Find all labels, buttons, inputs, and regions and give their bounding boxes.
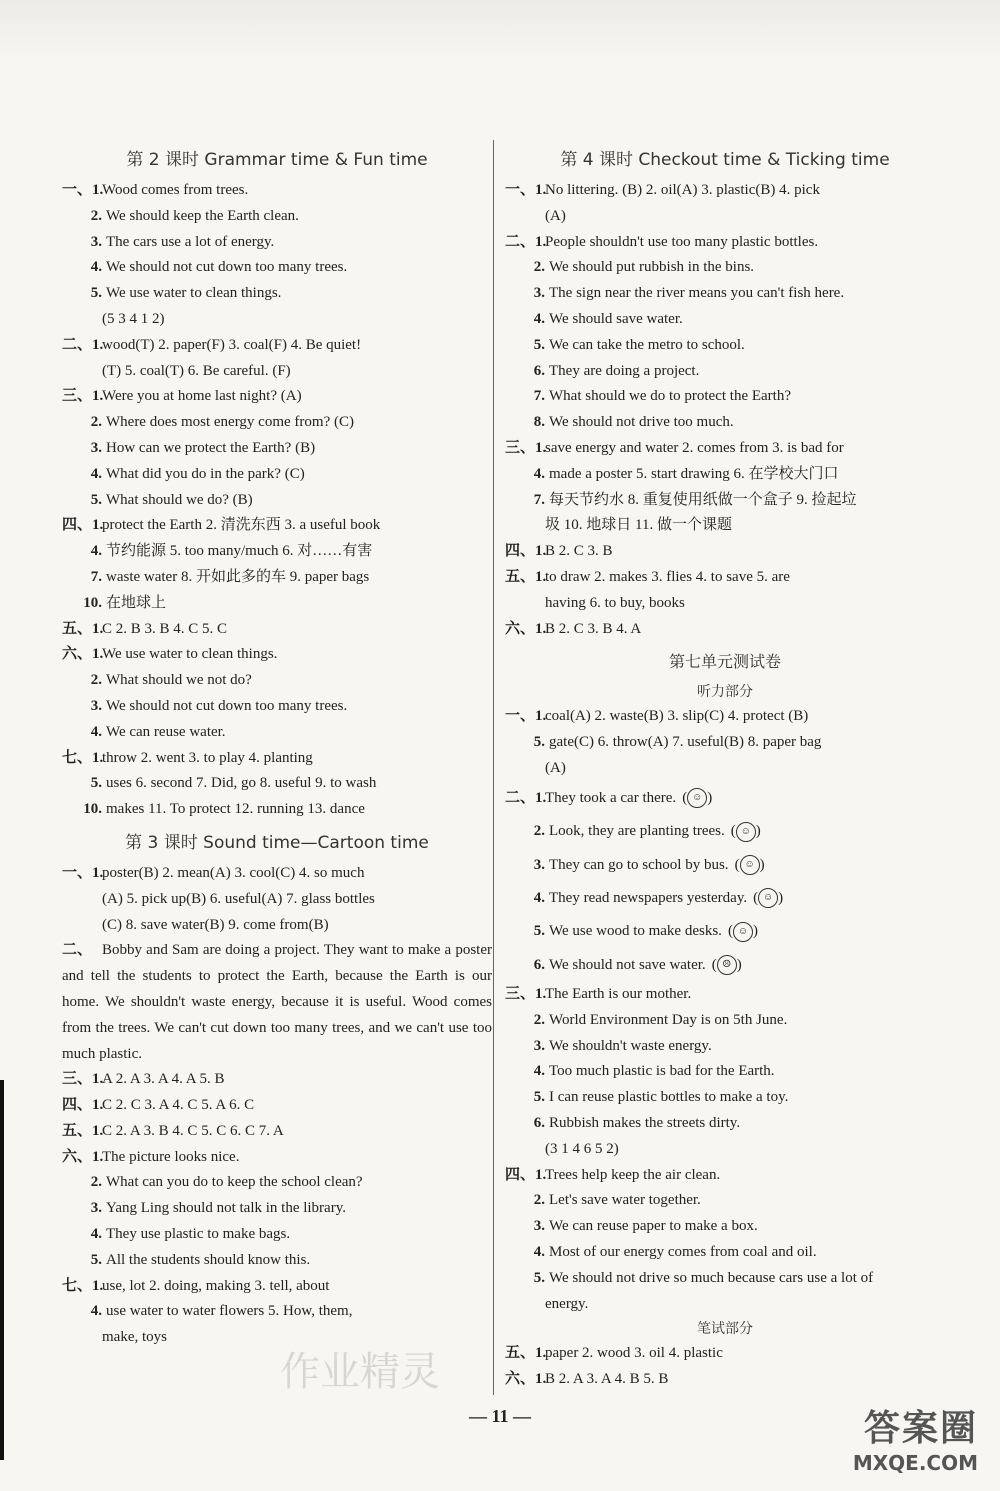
item-number: 二、1. [505, 233, 547, 250]
item-number: 六、1. [505, 1371, 547, 1388]
answer-line [505, 815, 945, 848]
answer-line [62, 591, 492, 617]
item-number: 5. [90, 775, 102, 792]
item-number: 三、1. [62, 1071, 104, 1088]
item-number: 3. [533, 285, 545, 302]
item-number: 5. [90, 1251, 102, 1268]
answer-line [505, 617, 945, 643]
item-number [505, 1292, 545, 1318]
answer-line [505, 1266, 945, 1292]
item-number: 2. [90, 207, 102, 224]
smile-face-icon: ☺ [740, 855, 760, 875]
answer-line [62, 1067, 492, 1093]
face-wrapper: ( ☺ ) [728, 915, 758, 948]
answer-line [62, 359, 492, 385]
answer-text: B 2. A 3. A 4. B 5. B [545, 1371, 669, 1388]
answer-text: to draw 2. makes 3. flies 4. to save 5. are [545, 568, 790, 585]
answer-text: A 2. A 3. A 4. A 5. B [102, 1071, 225, 1088]
answer-text: We use water to clean things. [102, 646, 278, 663]
answer-text: No littering. (B) 2. oil(A) 3. plastic(B) 4. pick [545, 182, 820, 198]
item-number: 5. [533, 1089, 545, 1106]
answer-text: We should not cut down too many trees. [106, 697, 348, 714]
answer-line [505, 255, 945, 281]
answer-text: They can go to school by bus. [549, 856, 729, 873]
answer-text: Were you at home last night? (A) [102, 388, 302, 405]
item-number [62, 887, 102, 913]
lesson3-answers-a [62, 861, 492, 938]
answer-text: C 2. B 3. B 4. C 5. C [102, 620, 228, 637]
answer-text: (A) [545, 759, 566, 776]
answer-line [505, 539, 945, 565]
answer-text: The picture looks nice. [102, 1148, 240, 1165]
answer-line [505, 915, 945, 948]
item-number: 3. [533, 1218, 545, 1235]
answer-line [505, 1292, 945, 1318]
answer-line [62, 178, 492, 204]
answer-line [505, 230, 945, 256]
answer-text: We should not cut down too many trees. [106, 259, 348, 276]
answer-line [505, 204, 945, 230]
answer-text: Rubbish makes the streets dirty. [549, 1115, 741, 1132]
answer-text: energy. [545, 1295, 589, 1312]
item-number: 3. [90, 233, 102, 250]
item-number: 5. [90, 491, 102, 508]
answer-text: wood(T) 2. paper(F) 3. coal(F) 4. Be quiet! [102, 336, 362, 353]
smile-face-icon: ☺ [736, 822, 756, 842]
unit-test-answers-b [505, 982, 945, 1317]
face-wrapper: ( ☺ ) [753, 882, 783, 915]
answer-line [62, 746, 492, 772]
corner-logo [853, 1400, 978, 1475]
answer-text: They read newspapers yesterday. [549, 889, 748, 906]
item-number: 四、1. [505, 1166, 547, 1183]
answer-line [505, 882, 945, 915]
item-number: 4. [533, 465, 545, 482]
answer-text: What can you do to keep the school clean? [106, 1174, 363, 1191]
answer-line [62, 565, 492, 591]
section-heading-lesson4: 第 4 课时 Checkout time & Ticking time [560, 150, 890, 170]
answer-text: What should we not do? [106, 672, 252, 689]
unit-test-answers-a [505, 704, 945, 781]
answer-line [505, 281, 945, 307]
item-number: 4. [90, 543, 102, 560]
item-number: 一、1. [505, 182, 547, 198]
answer-text: (5 3 4 1 2) [102, 310, 165, 327]
answer-line [62, 668, 492, 694]
answer-text: C 2. A 3. B 4. C 5. C 6. C 7. A [102, 1122, 284, 1139]
answer-text: People shouldn't use too many plastic bottles. [545, 233, 819, 250]
item-number: 一、1. [505, 708, 547, 725]
answer-line [505, 756, 945, 782]
answer-line [505, 1137, 945, 1163]
section-heading-lesson2: 第 2 课时 Grammar time & Fun time [126, 150, 428, 170]
answer-text: Too much plastic is bad for the Earth. [549, 1063, 775, 1080]
answer-text: having 6. to buy, books [545, 594, 685, 611]
item-number: 五、1. [62, 620, 104, 637]
answer-text: Most of our energy comes from coal and oil. [549, 1244, 817, 1261]
page-number: — 11 — [468, 1406, 531, 1426]
item-number: 4. [90, 723, 102, 740]
item-number [62, 913, 102, 939]
answer-text: paper 2. wood 3. oil 4. plastic [545, 1345, 723, 1362]
answer-line [505, 565, 945, 591]
item-number: 五、1. [505, 1345, 547, 1362]
answer-text: use, lot 2. doing, making 3. tell, about [102, 1277, 330, 1294]
answer-text: (A) 5. pick up(B) 6. useful(A) 7. glass bottles [102, 890, 375, 907]
item-number [505, 1137, 545, 1163]
item-number [62, 307, 102, 333]
item-number: 四、1. [62, 1097, 104, 1114]
column-divider [493, 140, 494, 1395]
item-number: 6. [533, 362, 545, 379]
answer-text: World Environment Day is on 5th June. [549, 1011, 788, 1028]
item-number: 二、1. [62, 336, 104, 353]
answer-text: Look, they are planting trees. [549, 823, 725, 840]
item-number: 4. [533, 310, 545, 327]
answer-text: What did you do in the park? (C) [106, 465, 305, 482]
answer-text: use water to water flowers 5. How, them, [106, 1303, 353, 1320]
answer-text: 每天节约水 8. 重复使用纸做一个盒子 9. 捡起垃 [549, 491, 857, 508]
item-number: 四、1. [62, 517, 104, 534]
item-number: 4. [90, 1303, 102, 1320]
item-number [505, 513, 545, 539]
answer-line [505, 1059, 945, 1085]
answer-text: coal(A) 2. waste(B) 3. slip(C) 4. protect (B) [545, 708, 809, 725]
item-number: 5. [533, 923, 545, 940]
answer-line [62, 384, 492, 410]
paragraph-label: 二、 [62, 942, 93, 959]
answer-line [62, 1299, 492, 1325]
answer-line [62, 281, 492, 307]
lesson4-answers [505, 178, 945, 642]
answer-line [62, 771, 492, 797]
answer-text: We use wood to make desks. [549, 923, 722, 940]
answer-text: I can reuse plastic bottles to make a toy. [549, 1089, 789, 1106]
answer-line [505, 436, 945, 462]
answer-line [505, 1163, 945, 1189]
item-number: 3. [533, 1037, 545, 1054]
item-number [62, 1325, 102, 1351]
answer-text: What should we do? (B) [106, 491, 253, 508]
item-number: 三、1. [505, 439, 547, 456]
answer-text: The cars use a lot of energy. [106, 233, 275, 250]
answer-line [505, 178, 945, 204]
answer-text: (A) [545, 207, 566, 224]
item-number: 6. [533, 1115, 545, 1132]
answer-text: How can we protect the Earth? (B) [106, 439, 316, 456]
answer-text: make, toys [102, 1329, 167, 1346]
answer-line [62, 255, 492, 281]
answer-text: uses 6. second 7. Did, go 8. useful 9. to wash [106, 775, 377, 792]
answer-line [62, 797, 492, 823]
item-number: 2. [533, 823, 545, 840]
item-number: 8. [533, 414, 545, 431]
answer-text: The sign near the river means you can't fish here. [549, 285, 845, 302]
item-number: 10. [83, 801, 102, 818]
answer-line [505, 730, 945, 756]
answer-line [62, 333, 492, 359]
answer-line [62, 1274, 492, 1300]
answer-text: We should not drive too much. [549, 414, 734, 431]
item-number: 5. [533, 336, 545, 353]
section-heading-unit-test: 第七单元测试卷 [668, 652, 781, 672]
item-number: 4. [90, 465, 102, 482]
answer-text: Let's save water together. [549, 1192, 701, 1209]
item-number: 七、1. [62, 1277, 104, 1294]
answer-line [505, 307, 945, 333]
smile-face-icon: ☺ [687, 788, 707, 808]
item-number: 二、1. [505, 789, 547, 806]
sad-face-icon: ☹ [717, 955, 737, 975]
answer-line [505, 1367, 945, 1393]
item-number: 5. [90, 285, 102, 302]
unit-test-answers-c [505, 1341, 945, 1393]
answer-line [505, 949, 945, 982]
answer-line [505, 982, 945, 1008]
answer-line [505, 1214, 945, 1240]
answer-line [505, 513, 945, 539]
answer-text: All the students should know this. [106, 1251, 311, 1268]
answer-line [505, 1008, 945, 1034]
answer-text: 节约能源 5. too many/much 6. 对……有害 [106, 543, 373, 560]
item-number [505, 591, 545, 617]
answer-line [505, 1341, 945, 1367]
answer-text: poster(B) 2. mean(A) 3. cool(C) 4. so much [102, 864, 365, 881]
answer-line [62, 1170, 492, 1196]
item-number: 2. [533, 259, 545, 276]
left-column [62, 140, 492, 1351]
answer-line [505, 704, 945, 730]
answer-text: They took a car there. [545, 789, 677, 806]
passage-paragraph: Bobby and Sam are doing a project. They want to make a poster and tell the students to protect the Earth, because the Earth is our home. We shouldn't waste energy, because it is useful. Wood comes from the trees. We can't cut down too many trees, and we can't use too much plastic. [62, 942, 492, 1062]
answer-line [62, 410, 492, 436]
answer-line [505, 462, 945, 488]
corner-logo-text: 答案圈 [863, 1408, 978, 1449]
item-number: 2. [90, 672, 102, 689]
item-number: 7. [533, 388, 545, 405]
watermark: 作业精灵 [280, 1349, 440, 1395]
smile-face-icon: ☺ [733, 922, 753, 942]
item-number [505, 204, 545, 230]
item-number: 5. [533, 1269, 545, 1286]
answer-line [62, 861, 492, 887]
item-number: 4. [533, 889, 545, 906]
item-number [62, 359, 102, 385]
scan-edge-bar [0, 1080, 4, 1460]
answer-text: waste water 8. 开如此多的车 9. paper bags [106, 568, 370, 585]
answer-line [505, 1034, 945, 1060]
answer-text: We should not drive so much because cars use a lot of [549, 1269, 874, 1286]
answer-line [62, 1222, 492, 1248]
item-number: 2. [533, 1011, 545, 1028]
answer-line [62, 1119, 492, 1145]
answer-text: Trees help keep the air clean. [545, 1166, 721, 1183]
answer-text: makes 11. To protect 12. running 13. dance [106, 801, 365, 818]
answer-line [62, 230, 492, 256]
answer-text: C 2. C 3. A 4. C 5. A 6. C [102, 1097, 255, 1114]
answer-text: We can take the metro to school. [549, 336, 745, 353]
answer-text: 圾 10. 地球日 11. 做一个课题 [545, 517, 732, 534]
answer-line [62, 1093, 492, 1119]
item-number: 10. [83, 594, 102, 611]
answer-line [505, 1240, 945, 1266]
item-number: 2. [533, 1192, 545, 1209]
item-number: 2. [90, 1174, 102, 1191]
lesson2-answers [62, 178, 492, 823]
answer-line [505, 488, 945, 514]
item-number [505, 756, 545, 782]
written-part-label: 笔试部分 [697, 1321, 753, 1338]
smile-face-icon: ☺ [758, 888, 778, 908]
item-number: 三、1. [505, 986, 547, 1003]
answer-text: B 2. C 3. B [545, 543, 613, 560]
answer-text: (C) 8. save water(B) 9. come from(B) [102, 916, 329, 933]
item-number: 7. [533, 491, 545, 508]
face-wrapper: ( ☺ ) [735, 849, 765, 882]
answer-text: What should we do to protect the Earth? [549, 388, 792, 405]
answer-text: They are doing a project. [549, 362, 700, 379]
answer-line [505, 359, 945, 385]
answer-text: B 2. C 3. B 4. A [545, 620, 642, 637]
answer-line [505, 849, 945, 882]
answer-line [505, 782, 945, 815]
item-number: 3. [90, 439, 102, 456]
lesson3-answers-b [62, 1067, 492, 1351]
answer-text: protect the Earth 2. 清洗东西 3. a useful book [102, 517, 381, 534]
face-answers [505, 782, 945, 982]
answer-text: We should put rubbish in the bins. [549, 259, 755, 276]
item-number: 五、1. [62, 1122, 104, 1139]
answer-line [505, 591, 945, 617]
scan-top-band [0, 0, 1000, 60]
item-number: 六、1. [62, 646, 104, 663]
answer-line [62, 462, 492, 488]
answer-line [62, 1145, 492, 1171]
corner-url: MXQE.COM [852, 1451, 978, 1475]
answer-line [505, 1085, 945, 1111]
right-column [505, 140, 945, 1393]
answer-line [505, 1188, 945, 1214]
answer-text: The Earth is our mother. [545, 986, 692, 1003]
answer-text: We use water to clean things. [106, 285, 282, 302]
answer-line [62, 913, 492, 939]
item-number: 4. [533, 1244, 545, 1261]
item-number: 7. [90, 568, 102, 585]
item-number: 一、1. [62, 182, 104, 198]
answer-text: We should not save water. [549, 956, 706, 973]
answer-line [62, 720, 492, 746]
section-heading-lesson3: 第 3 课时 Sound time—Cartoon time [125, 832, 429, 853]
item-number: 三、1. [62, 388, 104, 405]
answer-line [62, 307, 492, 333]
answer-line [62, 204, 492, 230]
answer-text: We should save water. [549, 310, 683, 327]
answer-text: made a poster 5. start drawing 6. 在学校大门口 [549, 465, 839, 482]
answer-line [62, 513, 492, 539]
answer-text: They use plastic to make bags. [106, 1226, 291, 1243]
answer-text: We can reuse paper to make a box. [549, 1218, 758, 1235]
item-number: 4. [90, 1226, 102, 1243]
answer-text: We should keep the Earth clean. [106, 207, 299, 224]
face-wrapper: ( ☺ ) [682, 782, 712, 815]
answer-text: save energy and water 2. comes from 3. is bad for [545, 439, 844, 456]
item-number: 四、1. [505, 543, 547, 560]
item-number: 六、1. [62, 1148, 104, 1165]
item-number: 2. [90, 414, 102, 431]
listening-part-label: 听力部分 [697, 684, 753, 701]
answer-line [62, 642, 492, 668]
item-number: 4. [533, 1063, 545, 1080]
answer-text: Wood comes from trees. [102, 182, 249, 198]
answer-line [62, 1248, 492, 1274]
answer-line [62, 617, 492, 643]
answer-line [62, 539, 492, 565]
item-number: 七、1. [62, 749, 104, 766]
answer-text: Where does most energy come from? (C) [106, 414, 354, 431]
item-number: 3. [90, 1200, 102, 1217]
answer-text: We can reuse water. [106, 723, 226, 740]
answer-text: We shouldn't waste energy. [549, 1037, 712, 1054]
answer-line [62, 488, 492, 514]
answer-line [505, 384, 945, 410]
answer-line [62, 436, 492, 462]
answer-line [62, 887, 492, 913]
answer-line [505, 1111, 945, 1137]
item-number: 5. [533, 734, 545, 751]
item-number: 3. [90, 697, 102, 714]
answer-text: 在地球上 [106, 594, 167, 611]
item-number: 3. [533, 856, 545, 873]
answer-line [505, 333, 945, 359]
answer-text: gate(C) 6. throw(A) 7. useful(B) 8. paper bag [549, 734, 822, 751]
answer-line [505, 410, 945, 436]
item-number: 六、1. [505, 620, 547, 637]
face-wrapper: ( ☺ ) [731, 815, 761, 848]
answer-text: Yang Ling should not talk in the library. [106, 1200, 346, 1217]
answer-text: (3 1 4 6 5 2) [545, 1140, 619, 1157]
item-number: 6. [533, 956, 545, 973]
item-number: 一、1. [62, 864, 104, 881]
answer-line [62, 694, 492, 720]
face-wrapper: ( ☹ ) [712, 949, 742, 982]
answer-line [62, 1196, 492, 1222]
item-number: 4. [90, 259, 102, 276]
answer-text: throw 2. went 3. to play 4. planting [102, 749, 313, 766]
answer-text: (T) 5. coal(T) 6. Be careful. (F) [102, 362, 291, 379]
item-number: 五、1. [505, 568, 547, 585]
